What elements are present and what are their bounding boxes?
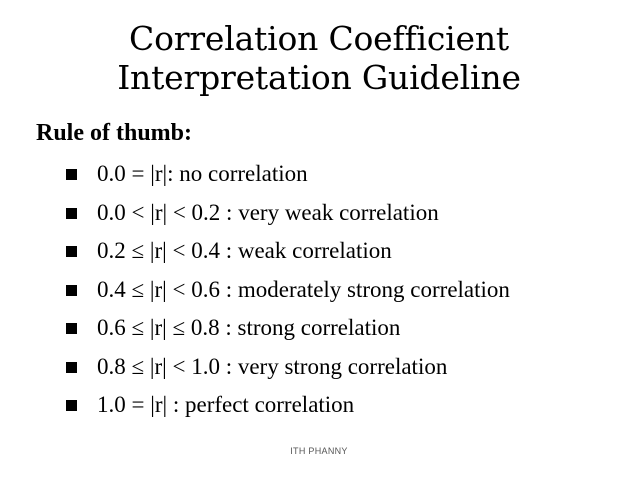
square-bullet-icon <box>66 400 77 411</box>
rule-of-thumb-heading: Rule of thumb: <box>36 120 193 146</box>
slide-title-line-2: Interpretation Guideline <box>117 58 521 97</box>
list-item-text: 0.8 ≤ |r| < 1.0 : very strong correlation <box>97 353 448 379</box>
list-item-text: 0.4 ≤ |r| < 0.6 : moderately strong correlation <box>97 276 510 302</box>
square-bullet-icon <box>66 362 77 373</box>
square-bullet-icon <box>66 285 77 296</box>
square-bullet-icon <box>66 169 77 180</box>
slide-title-line-1: Correlation Coefficient <box>129 19 509 58</box>
square-bullet-icon <box>66 246 77 257</box>
slide-title <box>0 19 638 97</box>
list-item-text: 0.0 = |r|: no correlation <box>97 161 308 186</box>
list-item-text: 0.2 ≤ |r| < 0.4 : weak correlation <box>97 238 392 263</box>
slide-footer: ITH PHANNY <box>290 446 348 456</box>
list-item-text: 0.6 ≤ |r| ≤ 0.8 : strong correlation <box>97 315 401 340</box>
square-bullet-icon <box>66 323 77 334</box>
square-bullet-icon <box>66 208 77 219</box>
list-item-text: 0.0 < |r| < 0.2 : very weak correlation <box>97 199 439 225</box>
list-item-text: 1.0 = |r| : perfect correlation <box>97 392 355 417</box>
